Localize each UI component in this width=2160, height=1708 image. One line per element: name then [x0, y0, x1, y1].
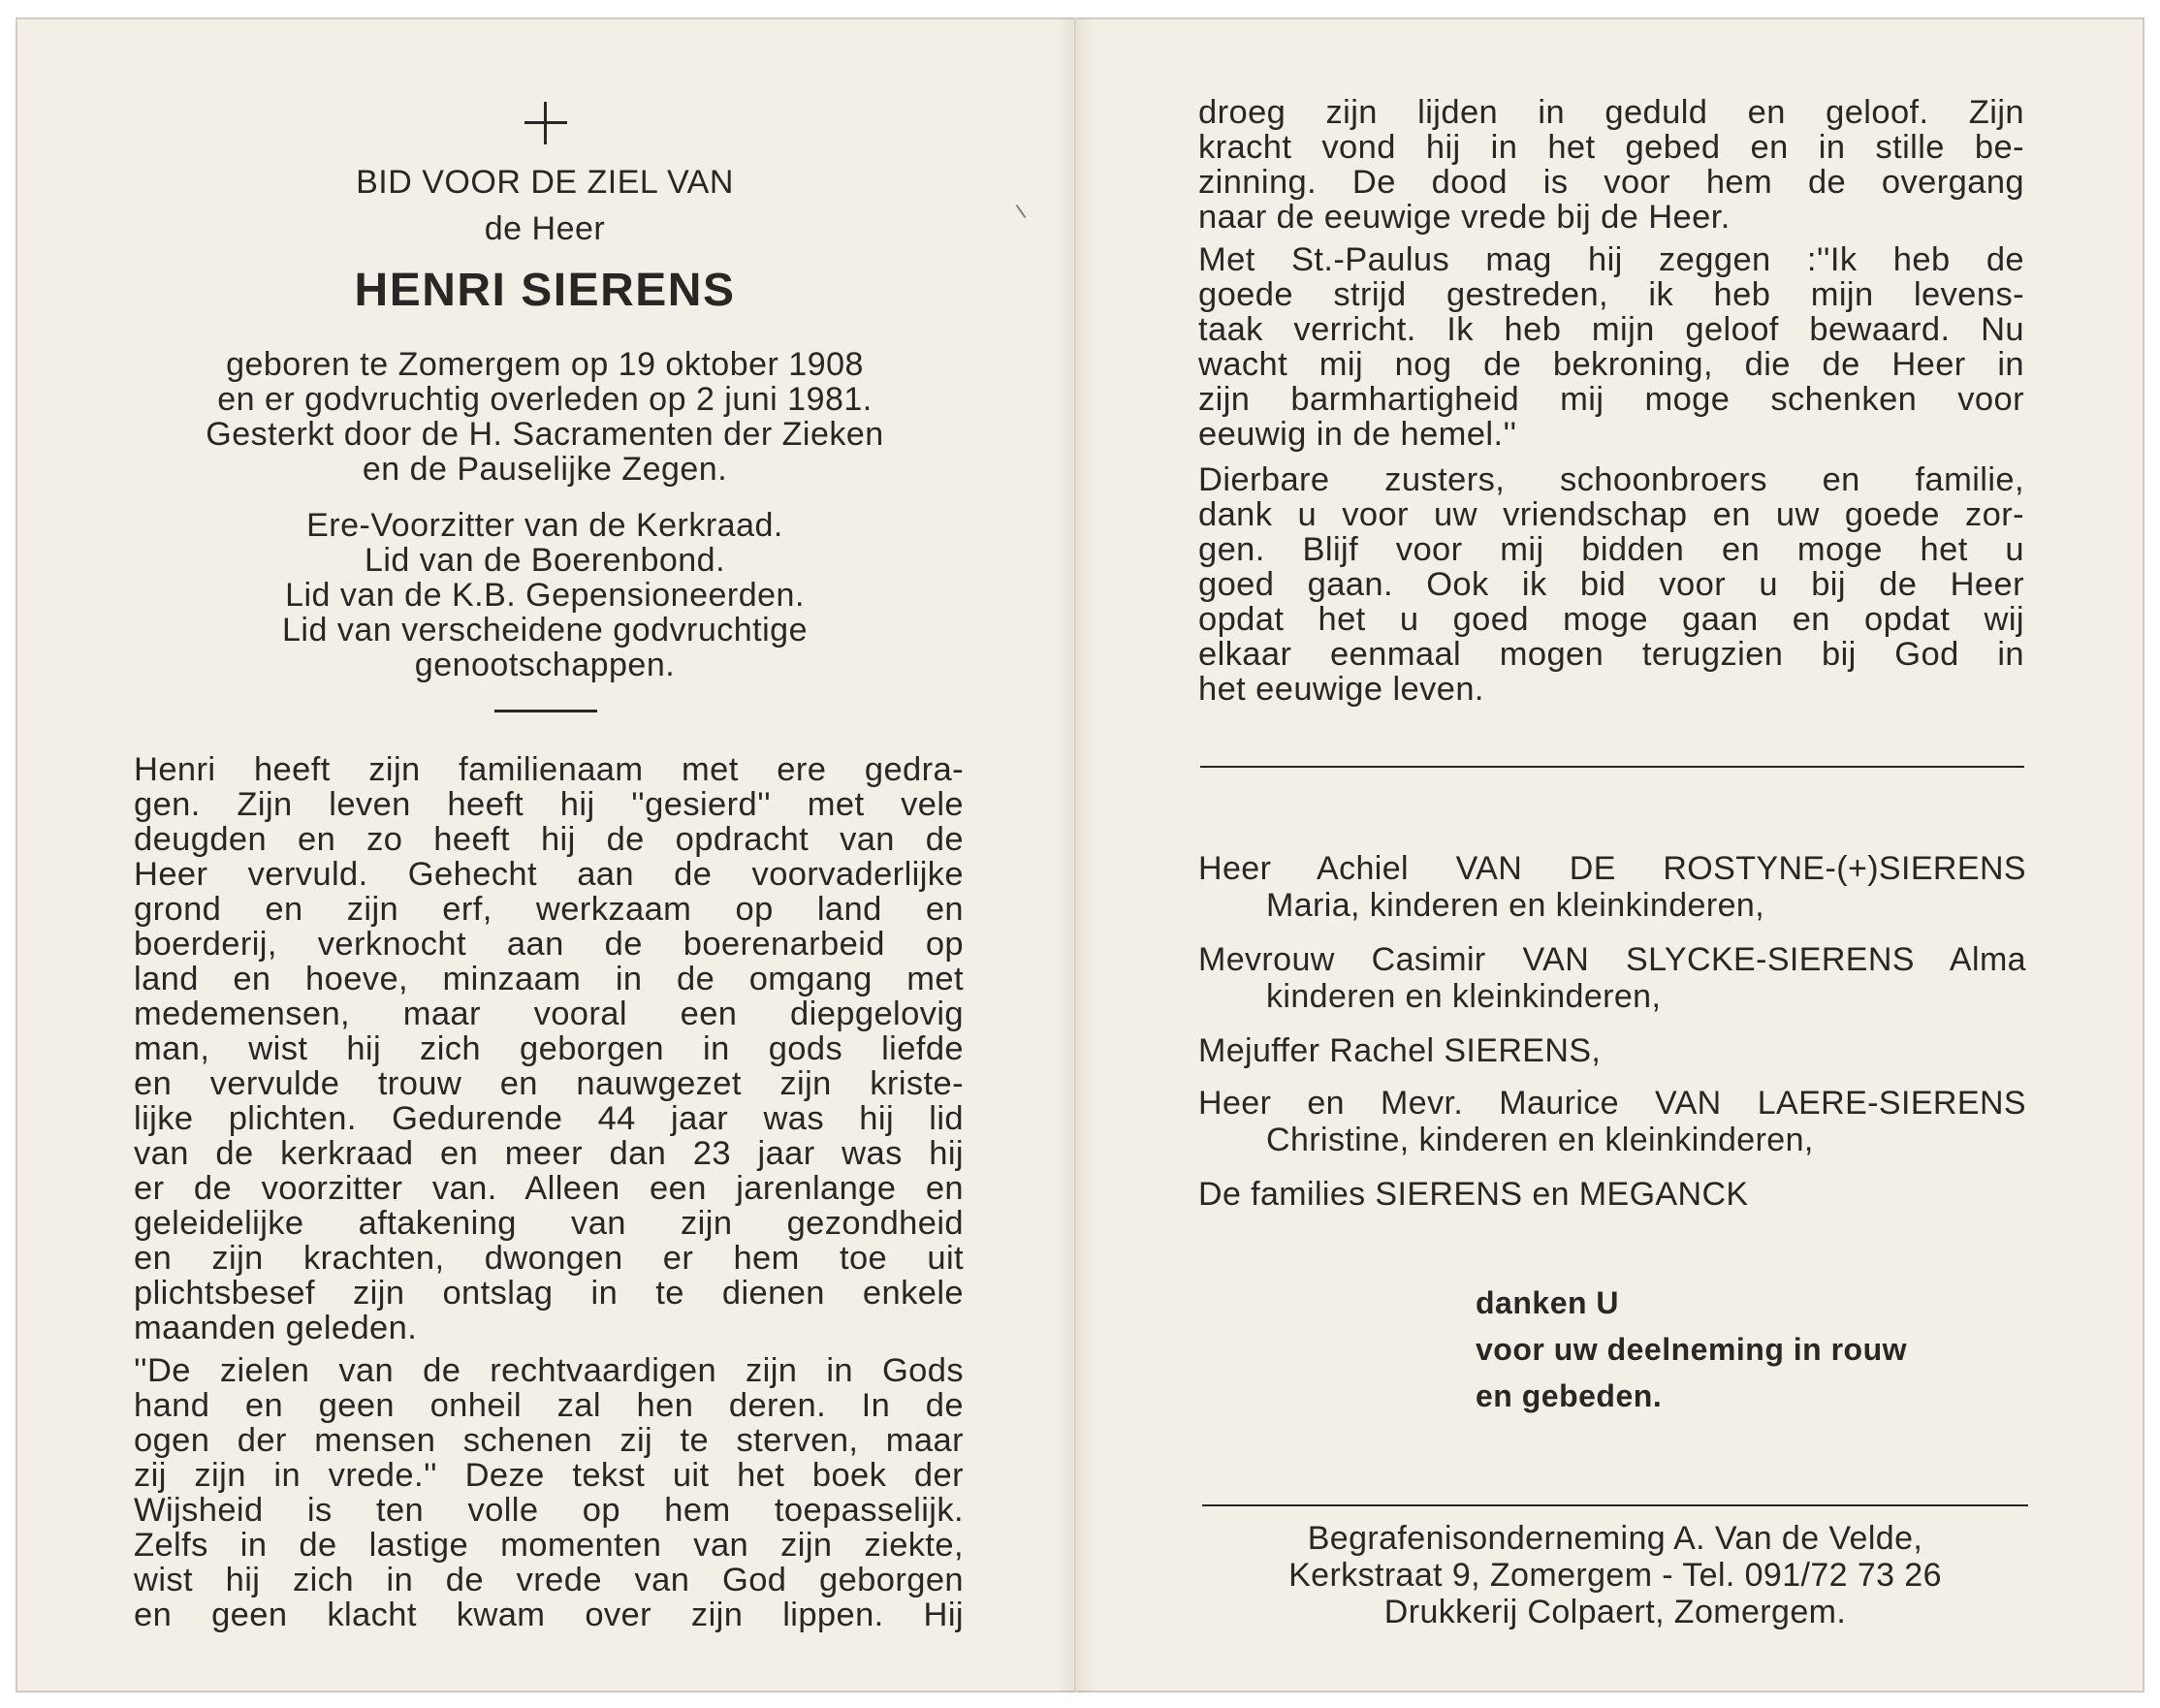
- text-line: wacht mij nog de bekroning, die de Heer in: [1198, 346, 2024, 383]
- text-line: land en hoeve, minzaam in de omgang met: [134, 961, 964, 997]
- text-line: gen. Zijn leven heeft hij ''gesierd'' met vele: [134, 786, 964, 823]
- family-line: Mevrouw Casimir VAN SLYCKE-SIERENS Alma: [1198, 941, 2026, 978]
- text-line: dank u voor uw vriendschap en uw goede zor-: [1198, 496, 2024, 533]
- text-line: en geen klacht kwam over zijn lippen. Hij: [134, 1597, 964, 1633]
- text-line: en zijn krachten, dwongen er hem toe uit: [134, 1240, 964, 1277]
- title-line: de Heer: [484, 210, 606, 247]
- family-line: Mejuffer Rachel SIERENS,: [1198, 1032, 1602, 1069]
- thanks-line: danken U: [1476, 1285, 1620, 1320]
- text-line: ''De zielen van de rechtvaardigen zijn in Gods: [134, 1352, 964, 1389]
- family-list: [1198, 942, 2026, 1016]
- undertaker-line: Begrafenisonderneming A. Van de Velde,: [1307, 1520, 1923, 1557]
- family-list: [1198, 1033, 2026, 1070]
- text-line: goed gaan. Ook ik bid voor u bij de Heer: [1198, 566, 2024, 603]
- text-line: en vervulde trouw en nauwgezet zijn kriste-: [134, 1065, 964, 1102]
- footer-divider: [1202, 1504, 2028, 1506]
- text-line: naar de eeuwige vrede bij de Heer.: [1198, 199, 1731, 236]
- text-line: plichtsbesef zijn ontslag in te dienen enkele: [134, 1275, 964, 1312]
- text-line: gen. Blijf voor mij bidden en moge het u: [1198, 531, 2024, 568]
- role-line: Lid van de K.B. Gepensioneerden.: [285, 577, 805, 614]
- paulus-paragraph: [1198, 242, 2024, 452]
- text-line: droeg zijn lijden in geduld en geloof. Zijn: [1198, 94, 2024, 131]
- text-line: het eeuwige leven.: [1198, 671, 1484, 708]
- text-line: van de kerkraad en meer dan 23 jaar was hij: [134, 1135, 964, 1172]
- thanks-line: en gebeden.: [1476, 1378, 1663, 1413]
- family-list: [1198, 851, 2026, 925]
- text-line: grond en zijn erf, werkzaam op land en: [134, 891, 964, 928]
- cross-icon: [524, 102, 567, 144]
- center-fold: [1074, 17, 1077, 1692]
- text-line: zijn barmhartigheid mij moge schenken voor: [1198, 381, 2024, 418]
- family-subline: Christine, kinderen en kleinkinderen,: [1266, 1122, 1814, 1158]
- role-line: Lid van de Boerenbond.: [364, 542, 726, 579]
- role-line: Lid van verscheidene godvruchtige: [282, 612, 808, 648]
- text-line: maanden geleden.: [134, 1310, 418, 1346]
- text-line: opdat het u goed moge gaan en opdat wij: [1198, 601, 2024, 638]
- birth-line: geboren te Zomergem op 19 oktober 1908: [226, 346, 864, 383]
- thanks-block: [1476, 1280, 1907, 1419]
- printer-line: Drukkerij Colpaert, Zomergem.: [1383, 1594, 1847, 1630]
- text-line: taak verricht. Ik heb mijn geloof bewaard. Nu: [1198, 311, 2024, 348]
- section-divider: [494, 710, 597, 712]
- farewell-paragraph: [1198, 462, 2024, 707]
- prayer-heading: BID VOOR DE ZIEL VAN: [356, 164, 734, 201]
- family-subline: Maria, kinderen en kleinkinderen,: [1266, 887, 1765, 924]
- fold-shadow-left: [1057, 17, 1074, 1692]
- text-line: lijke plichten. Gedurende 44 jaar was hij lid: [134, 1100, 964, 1137]
- text-line: Wijsheid is ten volle op hem toepasselijk.: [134, 1492, 964, 1529]
- text-line: goede strijd gestreden, ik heb mijn levens-: [1198, 276, 2024, 313]
- text-line: Met St.-Paulus mag hij zeggen :''Ik heb de: [1198, 241, 2024, 278]
- text-line: zinning. De dood is voor hem de overgang: [1198, 164, 2024, 201]
- text-line: Heer vervuld. Gehecht aan de voorvaderlijke: [134, 856, 964, 893]
- role-line: genootschappen.: [414, 647, 676, 683]
- text-line: boerderij, verknocht aan de boerenarbeid op: [134, 926, 964, 963]
- blessing-line: en de Pauselijke Zegen.: [362, 451, 728, 488]
- printer-credits: [1202, 1520, 2028, 1630]
- text-line: hand en geen onheil zal hen deren. In de: [134, 1387, 964, 1424]
- text-line: wist hij zich in de vrede van God geborgen: [134, 1562, 964, 1598]
- biography-paragraph: [134, 752, 964, 1345]
- deceased-name: HENRI SIERENS: [354, 265, 736, 316]
- text-line: kracht vond hij in het gebed en in stille be-: [1198, 129, 2024, 166]
- death-line: en er godvruchtig overleden op 2 juni 1981.: [217, 381, 873, 418]
- text-line: ogen der mensen schenen zij te sterven, maar: [134, 1422, 964, 1459]
- continued-paragraph: [1198, 95, 2024, 235]
- text-line: deugden en zo heeft hij de opdracht van de: [134, 821, 964, 858]
- text-line: er de voorzitter van. Alleen een jarenlange en: [134, 1170, 964, 1207]
- address-line: Kerkstraat 9, Zomergem - Tel. 091/72 73 26: [1288, 1557, 1942, 1594]
- family-subline: kinderen en kleinkinderen,: [1266, 978, 1662, 1015]
- thanks-line: voor uw deelneming in rouw: [1476, 1332, 1908, 1367]
- text-line: man, wist hij zich geborgen in gods liefde: [134, 1030, 964, 1067]
- text-line: elkaar eenmaal mogen terugzien bij God in: [1198, 636, 2024, 673]
- text-line: Dierbare zusters, schoonbroers en familie,: [1198, 461, 2024, 498]
- text-line: eeuwig in de hemel.'': [1198, 416, 1517, 453]
- text-line: zij zijn in vrede.'' Deze tekst uit het boek der: [134, 1457, 964, 1494]
- fold-shadow-right: [1077, 17, 1095, 1692]
- section-divider: [1200, 766, 2024, 768]
- text-line: medemensen, maar vooral een diepgelovig: [134, 996, 964, 1032]
- scripture-paragraph: [134, 1353, 964, 1632]
- family-list: [1198, 1177, 2026, 1214]
- role-line: Ere-Voorzitter van de Kerkraad.: [306, 507, 783, 544]
- sacrament-line: Gesterkt door de H. Sacramenten der Zieken: [206, 416, 884, 453]
- family-list: [1198, 1086, 2026, 1159]
- family-line: De families SIERENS en MEGANCK: [1198, 1176, 1749, 1213]
- family-line: Heer Achiel VAN DE ROSTYNE-(+)SIERENS: [1198, 850, 2026, 887]
- text-line: Henri heeft zijn familienaam met ere gedra-: [134, 751, 964, 788]
- family-line: Heer en Mevr. Maurice VAN LAERE-SIERENS: [1198, 1085, 2026, 1122]
- text-line: geleidelijke aftakening van zijn gezondheid: [134, 1205, 964, 1242]
- text-line: Zelfs in de lastige momenten van zijn ziekte,: [134, 1527, 964, 1564]
